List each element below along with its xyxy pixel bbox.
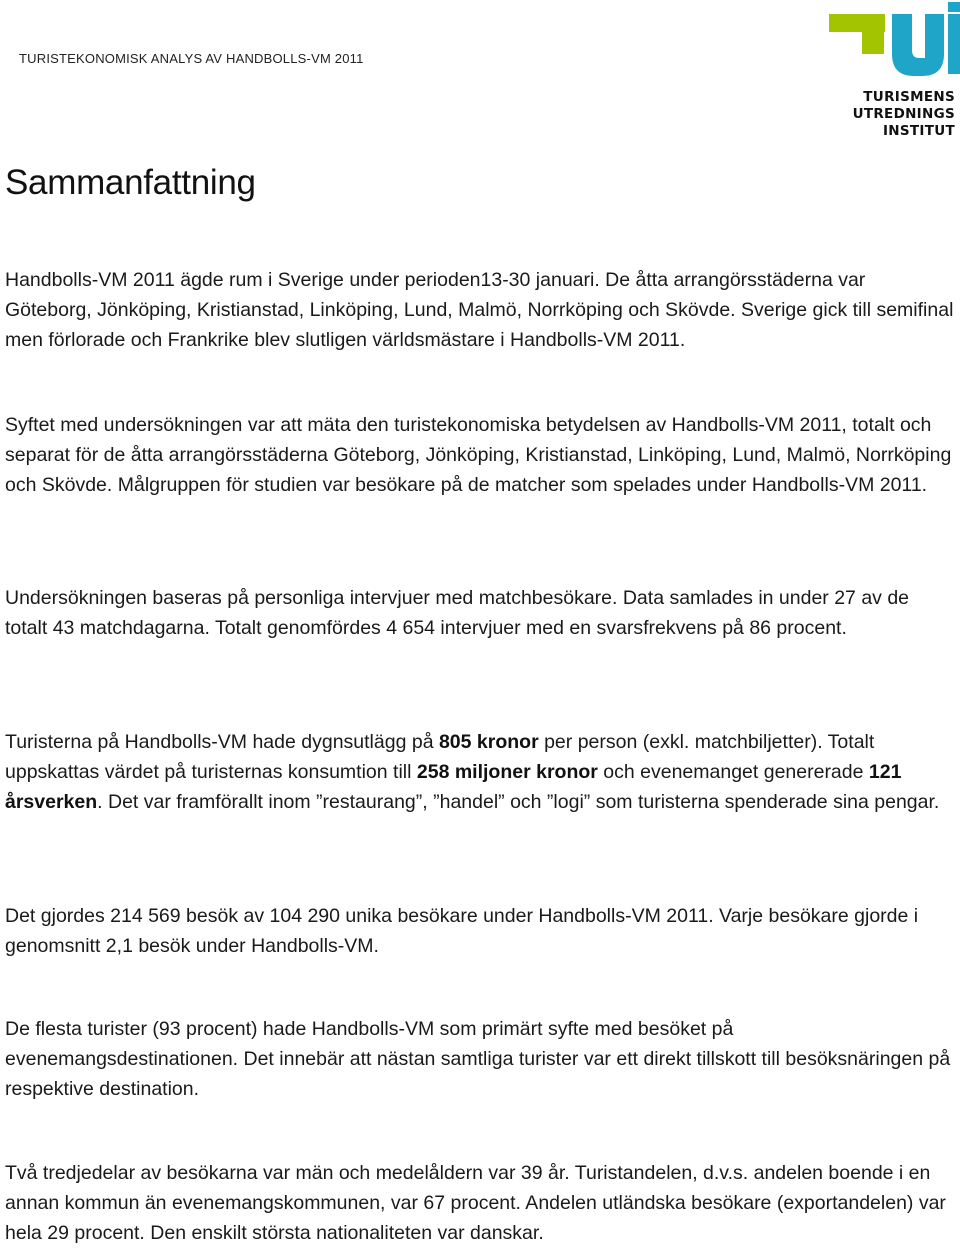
spending-text-4: . Det var framförallt inom ”restaurang”, ”handel” och ”logi” som turisterna spenderade sina pengar. <box>97 791 940 813</box>
tui-logo-mark <box>826 0 960 86</box>
logo-t-stem <box>862 14 884 54</box>
spending-text-3: och evenemanget genererade <box>597 761 869 783</box>
paragraph-purpose-of-visit: De flesta turister (93 procent) hade Handbolls-VM som primärt syfte med besöket på evenemangsdestinationen. Det innebär att nästan samtliga turister var ett direkt tillskott till besöksnäringen på respektive destination. <box>5 1018 951 1100</box>
consumption-total-value: 258 miljoner kronor <box>416 761 598 783</box>
paragraph-visits: Det gjordes 214 569 besök av 104 290 unika besökare under Handbolls-VM 2011. Varje besökare gjorde i genomsnitt 2,1 besök under Handbolls-VM. <box>5 905 919 957</box>
logo-i-dot <box>948 2 960 12</box>
paragraph-purpose: Syftet med undersökningen var att mäta den turistekonomiska betydelsen av Handbolls-VM 2011, totalt och separat för de åtta arrangörsstäderna Göteborg, Jönköping, Kristianstad, Linköping, Lund, Malmö, Norrköping och Skövde. Målgruppen för studien var besökare på de matcher som spelades under Handbolls-VM 2011. <box>5 414 952 496</box>
logo-line-1: TURISMENS <box>863 89 955 105</box>
paragraph-spending <box>5 727 955 817</box>
spending-text-2: per person (exkl. matchbiljetter). Totalt uppskattas värdet på turisternas konsumtion till <box>5 731 875 783</box>
person-years-value: 121 årsverken <box>5 761 902 813</box>
paragraph-demographics: Två tredjedelar av besökarna var män och medelåldern var 39 år. Turistandelen, d.v.s. andelen boende i en annan kommun än evenemangskommunen, var 67 procent. Andelen utländska besökare (exportandelen) var hela 29 procent. Den enskilt största nationaliteten var danskar. <box>5 1162 946 1244</box>
daily-spend-value: 805 kronor <box>438 731 539 753</box>
logo-line-3: INSTITUT <box>882 123 955 139</box>
logo-u <box>892 14 944 76</box>
page-title: Sammanfattning <box>5 163 256 202</box>
logo-wordmark <box>853 89 955 140</box>
tui-logo <box>826 0 960 140</box>
running-header: TURISTEKONOMISK ANALYS AV HANDBOLLS-VM 2011 <box>19 51 364 66</box>
paragraph-method: Undersökningen baseras på personliga intervjuer med matchbesökare. Data samlades in under 27 av de totalt 43 matchdagarna. Totalt genomfördes 4 654 intervjuer med en svarsfrekvens på 86 procent. <box>5 587 910 639</box>
logo-line-2: UTREDNINGS <box>852 106 955 122</box>
spending-text-1: Turisterna på Handbolls-VM hade dygnsutlägg på <box>5 731 439 753</box>
paragraph-intro: Handbolls-VM 2011 ägde rum i Sverige under perioden13-30 januari. De åtta arrangörsstäderna var Göteborg, Jönköping, Kristianstad, Linköping, Lund, Malmö, Norrköping och Skövde. Sverige gick till semifinal men förlorade och Frankrike blev slutligen världsmästare i Handbolls-VM 2011. <box>5 269 954 351</box>
logo-i-stem <box>948 14 960 74</box>
